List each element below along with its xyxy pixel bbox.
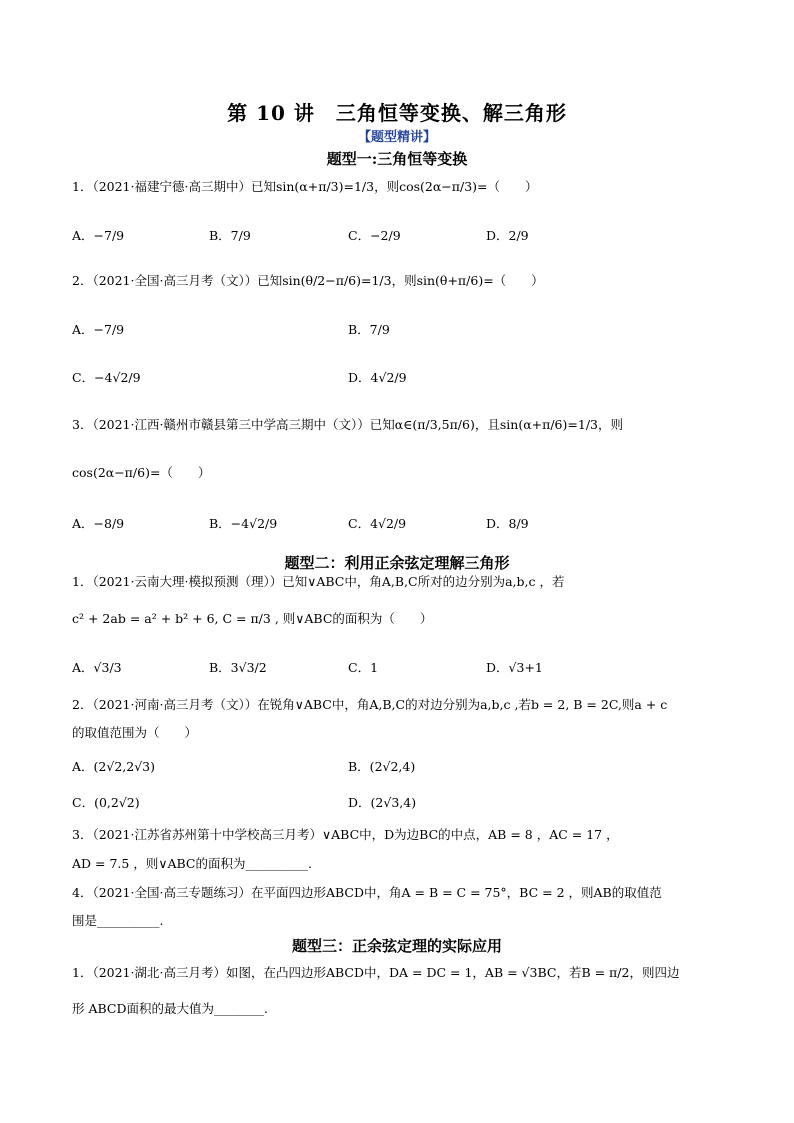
option-d: D．(2√3,4) xyxy=(348,795,417,810)
option-b: B．7/9 xyxy=(209,228,251,243)
condition-2: sin(α+π/6)=1/3 xyxy=(499,417,598,432)
problem-2-3: 3．（2021·江苏省苏州第十中学校高三月考）∨ABC中，D为边BC的中点，AB = 8 ，AC = 17 ， xyxy=(72,827,619,842)
page-title: 第 10 讲 三角恒等变换、解三角形 xyxy=(227,101,567,125)
option-b: B．(2√2,4) xyxy=(348,759,416,774)
section-heading-1: 题型一:三角恒等变换 xyxy=(326,150,468,168)
problem-2-1: 1．（2021·云南大理·模拟预测（理））已知∨ABC中，角A,B,C所对的边分别为a,b,c ，若 xyxy=(72,574,565,589)
expression: sin(θ+π/6) xyxy=(416,273,484,288)
condition: sin(α+π/3)=1/3 xyxy=(275,179,375,194)
section-tag: 【题型精讲】 xyxy=(357,130,436,145)
option-b: B．−4√2/9 xyxy=(209,516,278,531)
problem-2-4-line2: 围是__________. xyxy=(72,913,164,928)
problem-3-1: 1．（2021·湖北·高三月考）如图，在凸四边形ABCD中，DA = DC = 1，AB = √3BC，若B = π/2，则四边 xyxy=(72,965,680,980)
problem-2-2: 2．（2021·河南·高三月考（文））在锐角∨ABC中，角A,B,C的对边分别为a,b,c ,若b = 2, B = 2C,则a + c xyxy=(72,697,668,712)
option-d: D．8/9 xyxy=(486,516,529,531)
option-d: D．2/9 xyxy=(486,228,529,243)
problem-2-4: 4．（2021·全国·高三专题练习）在平面四边形ABCD中，角A = B = C = 75°，BC = 2 ，则AB的取值范 xyxy=(72,885,662,900)
problem-1-3: 3．（2021·江西·赣州市赣县第三中学高三期中（文））已知α∈(π/3,5π/6)，且sin(α+π/6)=1/3，则 xyxy=(72,417,623,432)
option-c: C．1 xyxy=(348,660,379,675)
option-c: C．(0,2√2) xyxy=(72,795,140,810)
problem-2-2-line2: 的取值范围为（ ） xyxy=(72,725,198,740)
option-a: A．√3/3 xyxy=(72,660,122,675)
option-d: D．4√2/9 xyxy=(348,370,407,385)
option-b: B．7/9 xyxy=(348,322,390,337)
option-c: C．−4√2/9 xyxy=(72,370,141,385)
section-heading-2: 题型二：利用正余弦定理解三角形 xyxy=(284,554,510,572)
problem-1-3-line2: cos(2α−π/6)=（ ） xyxy=(72,465,211,480)
condition: α∈(π/3,5π/6) xyxy=(394,417,475,432)
expression: cos(2α−π/3) xyxy=(399,179,478,194)
section-heading-3: 题型三：正余弦定理的实际应用 xyxy=(291,937,502,955)
problem-3-1-line2: 形 ABCD面积的最大值为________. xyxy=(72,1001,268,1016)
problem-1-2: 2．（2021·全国·高三月考（文））已知sin(θ/2−π/6)=1/3，则sin(θ+π/6)=（ ） xyxy=(72,273,544,288)
option-a: A．(2√2,2√3) xyxy=(72,759,155,774)
option-c: C．−2/9 xyxy=(348,228,401,243)
condition: sin(θ/2−π/6)=1/3 xyxy=(282,273,392,288)
option-d: D．√3+1 xyxy=(486,660,543,675)
option-a: A．−8/9 xyxy=(72,516,125,531)
problem-1-1: 1．（2021·福建宁德·高三期中）已知sin(α+π/3)=1/3，则cos(2α−π/3)=（ ） xyxy=(72,179,538,194)
problem-2-1-line2: c² + 2ab = a² + b² + 6, C = π/3 , 则∨ABC的面积为（ ） xyxy=(72,611,433,626)
option-c: C．4√2/9 xyxy=(348,516,407,531)
option-a: A．−7/9 xyxy=(72,322,125,337)
problem-2-3-line2: AD = 7.5 ，则∨ABC的面积为__________. xyxy=(72,856,312,871)
option-a: A．−7/9 xyxy=(72,228,125,243)
option-b: B．3√3/2 xyxy=(209,660,267,675)
